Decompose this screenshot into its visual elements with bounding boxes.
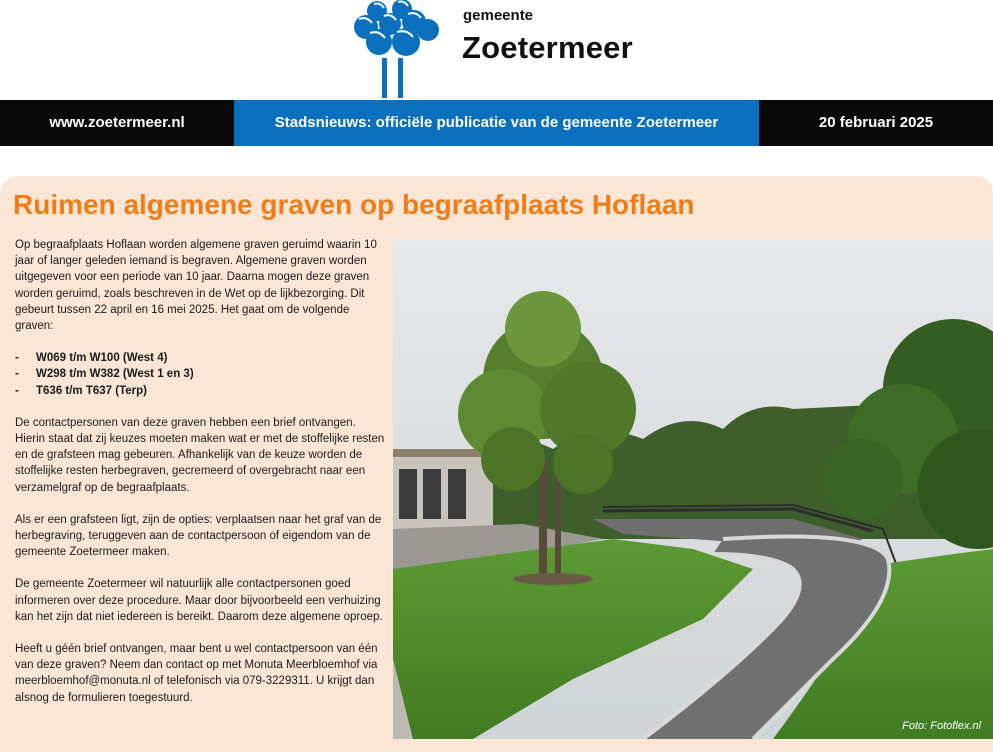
article-headline: Ruimen algemene graven op begraafplaats Hoflaan bbox=[13, 189, 695, 220]
tree-logo-icon bbox=[346, 0, 446, 98]
brand-label-small: gemeente bbox=[463, 7, 534, 24]
publication-date: 20 februari 2025 bbox=[818, 114, 934, 131]
paragraph-contact-info: Heeft u géén brief ontvangen, maar bent u wel contactpersoon van één van deze graven? Neem dan contact op met Monuta Meerbloemhof via meerbloemhof@monuta.nl of telefonisch via 079-3229311. U krijgt dan alsnog de formulieren toegestuurd. bbox=[15, 643, 378, 704]
brand-name: Zoetermeer bbox=[462, 30, 633, 65]
paragraph-gravestone-options: Als er een grafsteen ligt, zijn de opties: verplaatsen naar het graf van de herbegraving, teruggeven aan de contactpersoon of eigendom van de gemeente Zoetermeer maken. bbox=[15, 513, 382, 559]
list-item: - W069 t/m W100 (West 4) bbox=[15, 350, 385, 366]
cemetery-photo bbox=[393, 239, 993, 739]
website-link[interactable]: www.zoetermeer.nl bbox=[49, 114, 185, 131]
intro-paragraph: Op begraafplaats Hoflaan worden algemene graven geruimd waarin 10 jaar of langer geleden iemand is begraven. Algemene graven worden uitgegeven voor een periode van 10 jaar. Daarna mogen deze graven worden geruimd, zoals beschreven in de Wet op de lijkbezorging. Dit gebeurt tussen 22 april en 16 mei 2025. Het gaat om de volgende graven: bbox=[15, 239, 377, 333]
publication-bar bbox=[0, 100, 993, 146]
list-item: - W298 t/m W382 (West 1 en 3) bbox=[15, 366, 385, 382]
list-item: - T636 t/m T637 (Terp) bbox=[15, 383, 385, 399]
article-body bbox=[15, 237, 385, 722]
photo-credit: Foto: Fotoflex.nl bbox=[902, 720, 981, 732]
paragraph-contact-letter: De contactpersonen van deze graven hebben een brief ontvangen. Hierin staat dat zij keuzes moeten maken wat er met de stoffelijke resten en de grafsteen mag gebeuren. Afhankelijk van de keuze worden de stoffelijke resten herbegraven, gecremeerd of overgebracht naar een verzamelgraf op de begraafplaats. bbox=[15, 416, 385, 494]
paragraph-general-call: De gemeente Zoetermeer wil natuurlijk alle contactpersonen goed informeren over deze procedure. Maar door bijvoorbeeld een verhuizing kan het zijn dat niet iedereen is bereikt. Daarom deze algemene oproep. bbox=[15, 578, 383, 623]
publication-title: Stadsnieuws: officiële publicatie van de gemeente Zoetermeer bbox=[234, 100, 759, 146]
graves-list bbox=[15, 350, 385, 399]
